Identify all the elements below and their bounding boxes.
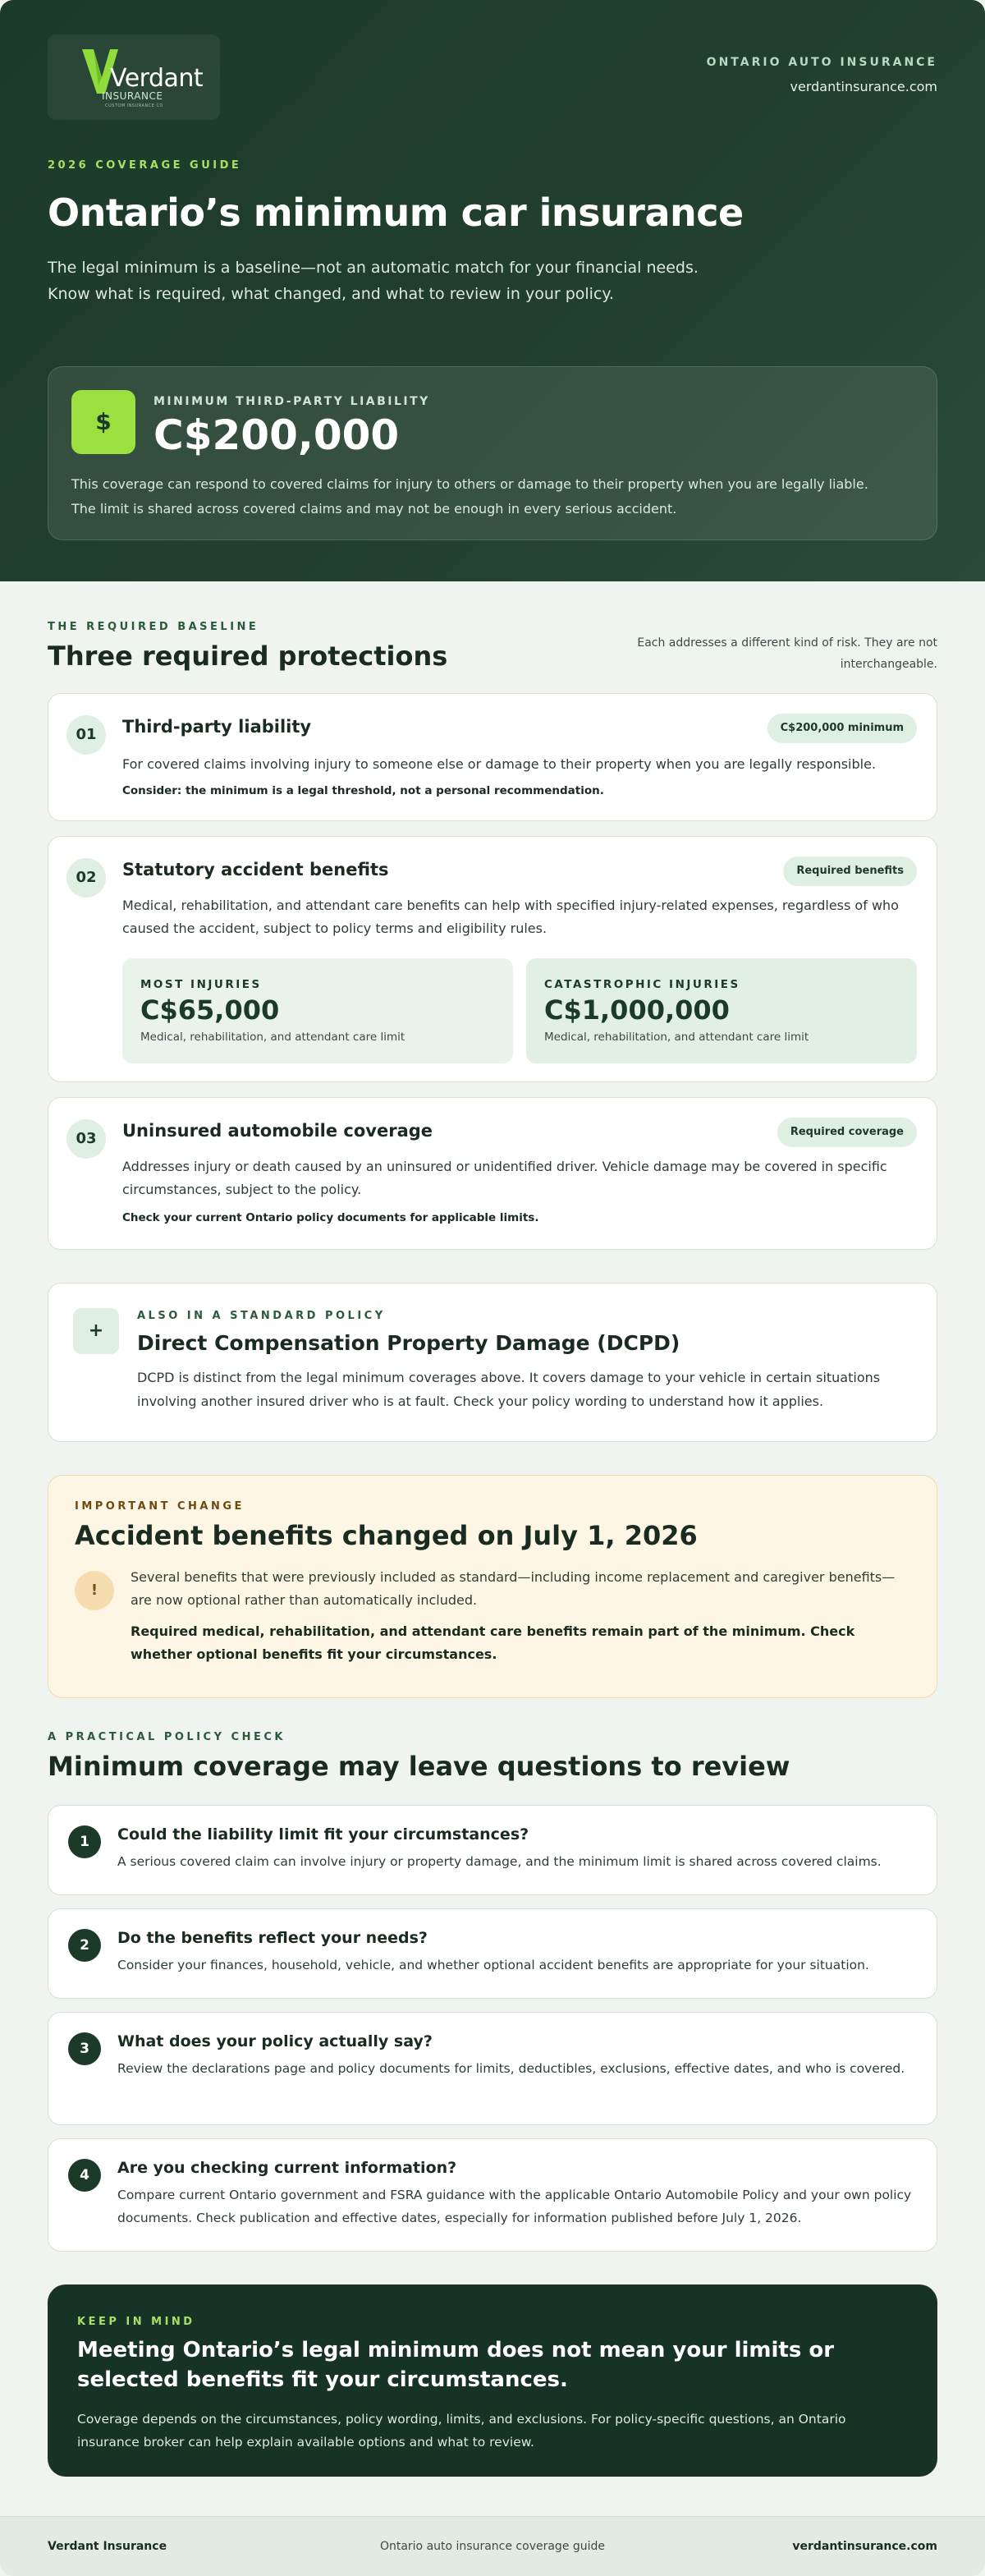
- hero-intro: The legal minimum is a baseline—not an automatic match for your financial needs. Know what is required, what changed, and what to review in your policy.: [48, 259, 699, 303]
- limit-description: Medical, rehabilitation, and attendant care limit: [140, 1031, 405, 1044]
- limit-value: C$65,000: [140, 994, 280, 1026]
- card-description: For covered claims involving injury to someone else or damage to their property when you are legally responsible.: [122, 756, 877, 772]
- keep-description: Coverage depends on the circumstances, policy wording, limits, and exclusions. For policy-specific questions, an Ontario insurance broker can help explain available options and what to review.: [77, 2412, 846, 2450]
- dollar-icon: $: [71, 390, 135, 454]
- liability-description: This coverage can respond to covered claims for injury to others or damage to their property when you are legally liable. The limit is shared across covered claims and may not be enough in every serious accident.: [71, 476, 868, 517]
- baseline-title: Three required protections: [48, 641, 448, 672]
- logo[interactable]: [48, 34, 220, 120]
- check-number: 1: [68, 1825, 101, 1858]
- change-title: Accident benefits changed on July 1, 2026: [75, 1520, 698, 1551]
- hero-url-link[interactable]: verdantinsurance.com: [790, 79, 937, 94]
- limit-label: MOST INJURIES: [140, 978, 262, 991]
- change-kicker: IMPORTANT CHANGE: [75, 1500, 245, 1513]
- check-number: 4: [68, 2159, 101, 2192]
- footer: [0, 2516, 985, 2576]
- keep-title: Meeting Ontario’s legal minimum does not mean your limits or selected benefits fit your circumstances.: [77, 2338, 835, 2392]
- plus-icon: +: [73, 1308, 119, 1354]
- change-emphasis: Required medical, rehabilitation, and attendant care benefits remain part of the minimum. Check whether optional benefits fit your circumstances.: [131, 1623, 855, 1662]
- dcpd-title: Direct Compensation Property Damage (DCPD): [137, 1331, 680, 1355]
- baseline-aside: Each addresses a different kind of risk. They are not interchangeable.: [637, 636, 937, 671]
- check-number: 2: [68, 1929, 101, 1962]
- card-title: Statutory accident benefits: [122, 860, 389, 879]
- checks-title: Minimum coverage may leave questions to review: [48, 1751, 790, 1782]
- card-description: Addresses injury or death caused by an uninsured or unidentified driver. Vehicle damage may be covered in specific circumstances, subject to the policy.: [122, 1159, 887, 1197]
- limit-description: Medical, rehabilitation, and attendant care limit: [544, 1031, 809, 1044]
- check-description: Review the declarations page and policy documents for limits, deductibles, exclusions, effective dates, and who is covered.: [117, 2061, 905, 2076]
- brand-kicker: ONTARIO AUTO INSURANCE: [706, 56, 937, 69]
- check-description: Consider your finances, household, vehicle, and whether optional accident benefits are appropriate for your situation.: [117, 1958, 869, 1972]
- card-number: 01: [66, 715, 106, 755]
- check-title: Could the liability limit fit your circumstances?: [117, 1825, 529, 1844]
- limit-box-most-injuries: [122, 958, 513, 1063]
- dcpd-kicker: ALSO IN A STANDARD POLICY: [137, 1310, 386, 1322]
- card-number: 02: [66, 858, 106, 898]
- card-description: Medical, rehabilitation, and attendant care benefits can help with specified injury-related expenses, regardless of who caused the accident, subject to policy terms and eligibility rules.: [122, 898, 899, 936]
- protection-card-liability: [48, 693, 937, 821]
- check-description: Compare current Ontario government and FSRA guidance with the applicable Ontario Automobile Policy and your own policy documents. Check publication and effective dates, especially for information published before July 1, 2026.: [117, 2188, 912, 2225]
- limit-value: C$1,000,000: [544, 994, 730, 1026]
- logo-tagline: CUSTOM INSURANCE CO: [105, 103, 163, 108]
- limit-box-catastrophic: [526, 958, 917, 1063]
- keep-kicker: KEEP IN MIND: [77, 2316, 195, 2328]
- check-item-current-info: [48, 2138, 937, 2252]
- liability-value: C$200,000: [153, 411, 400, 459]
- page-title: Ontario’s minimum car insurance: [48, 191, 744, 235]
- footer-brand: Verdant Insurance: [48, 2540, 167, 2553]
- check-number: 3: [68, 2032, 101, 2065]
- status-badge: Required coverage: [777, 1118, 917, 1147]
- liability-card: [48, 366, 937, 540]
- dcpd-card: [48, 1283, 937, 1442]
- card-number: 03: [66, 1119, 106, 1159]
- card-note: Consider: the minimum is a legal threshold, not a personal recommendation.: [122, 784, 604, 797]
- footer-url-link[interactable]: verdantinsurance.com: [792, 2540, 937, 2553]
- check-item-benefits: [48, 1908, 937, 1999]
- card-title: Uninsured automobile coverage: [122, 1121, 433, 1141]
- dcpd-description: DCPD is distinct from the legal minimum coverages above. It covers damage to your vehicle in certain situations involving another insured driver who is at fault. Check your policy wording to understand how it applies.: [137, 1370, 881, 1409]
- card-note: Check your current Ontario policy documents for applicable limits.: [122, 1211, 539, 1224]
- limit-label: CATASTROPHIC INJURIES: [544, 978, 740, 991]
- protection-card-uninsured: [48, 1097, 937, 1250]
- hero-section: [0, 0, 985, 581]
- baseline-kicker: THE REQUIRED BASELINE: [48, 621, 259, 633]
- guide-kicker: 2026 COVERAGE GUIDE: [48, 159, 242, 172]
- status-badge: Required benefits: [783, 856, 917, 886]
- logo-word: Verdant: [110, 64, 204, 93]
- status-badge: C$200,000 minimum: [767, 714, 917, 743]
- protection-card-accident-benefits: [48, 836, 937, 1082]
- check-title: Are you checking current information?: [117, 2159, 457, 2177]
- alert-icon: !: [75, 1571, 114, 1610]
- change-description: Several benefits that were previously included as standard—including income replacement and caregiver benefits—are now optional rather than automatically included.: [131, 1569, 896, 1608]
- footer-center: Ontario auto insurance coverage guide: [379, 2540, 606, 2553]
- check-item-policy: [48, 2012, 937, 2125]
- check-title: What does your policy actually say?: [117, 2032, 433, 2050]
- card-title: Third-party liability: [122, 717, 312, 737]
- check-description: A serious covered claim can involve injury or property damage, and the minimum limit is shared across covered claims.: [117, 1854, 882, 1869]
- liability-label: MINIMUM THIRD-PARTY LIABILITY: [153, 395, 430, 408]
- check-item-liability: [48, 1805, 937, 1895]
- checks-kicker: A PRACTICAL POLICY CHECK: [48, 1731, 286, 1743]
- logo-subtitle: INSURANCE: [102, 90, 163, 102]
- check-title: Do the benefits reflect your needs?: [117, 1929, 428, 1947]
- keep-in-mind-card: [48, 2284, 937, 2477]
- important-change-card: [48, 1475, 937, 1698]
